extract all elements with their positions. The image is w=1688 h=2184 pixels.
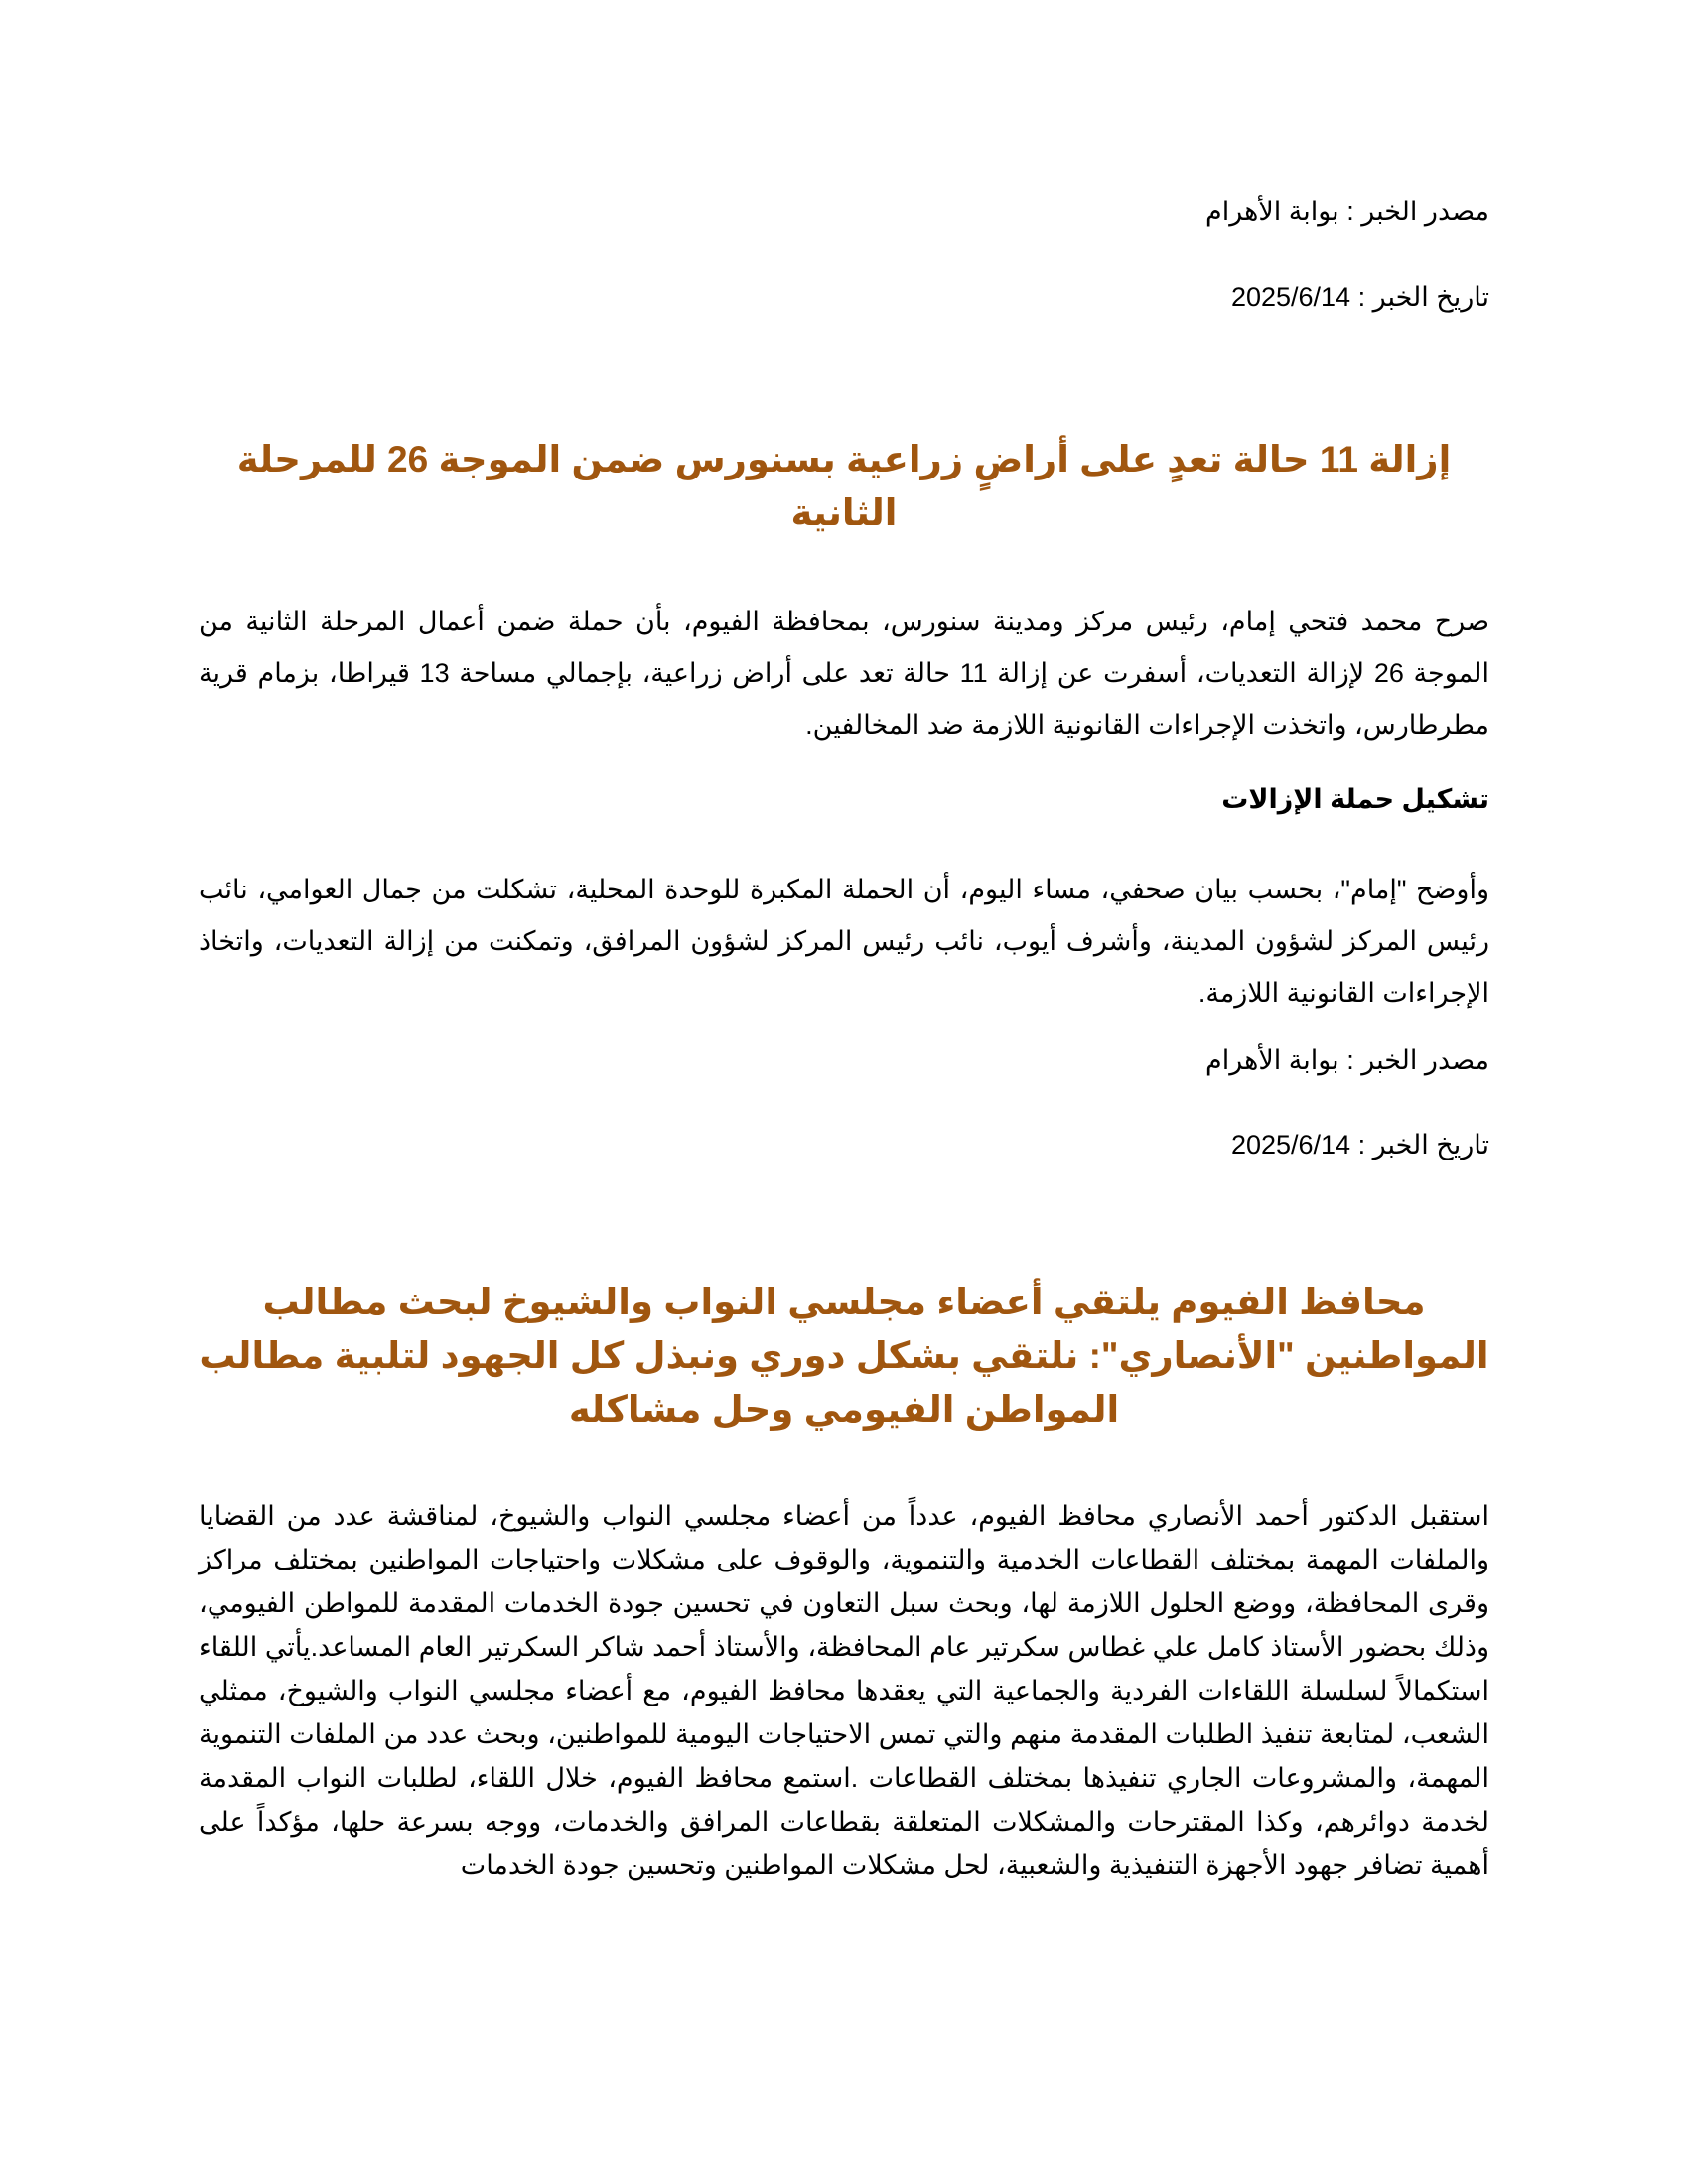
article-paragraph: وأوضح "إمام"، بحسب بيان صحفي، مساء اليوم، أن الحملة المكبرة للوحدة المحلية، تشكلت من جمال العوامي، نائب رئيس المركز لشؤون المدينة، وأشرف أيوب، نائب رئيس المركز لشؤون المرافق، وتمكنت من إزالة التعديات، واتخاذ الإجراءات القانونية اللازمة. <box>199 875 1489 1008</box>
article-headline: إزالة 11 حالة تعدٍ على أراضٍ زراعية بسنورس ضمن الموجة 26 للمرحلة الثانية <box>236 439 1452 533</box>
section-subheading: تشكيل حملة الإزالات <box>1221 784 1489 814</box>
news-date: تاريخ الخبر : 2025/6/14 <box>1230 282 1489 312</box>
news-source: مصدر الخبر : بوابة الأهرام <box>1204 197 1489 226</box>
article-paragraph: صرح محمد فتحي إمام، رئيس مركز ومدينة سنورس، بمحافظة الفيوم، بأن حملة ضمن أعمال المرحلة الثانية من الموجة 26 لإزالة التعديات، أسفرت عن إزالة 11 حالة تعد على أراض زراعية، بإجمالي مساحة 13 قيراطا، بزمام قرية مطرطارس، واتخذت الإجراءات القانونية اللازمة ضد المخالفين. <box>199 607 1490 740</box>
article-headline: محافظ الفيوم يلتقي أعضاء مجلسي النواب والشيوخ لبحث مطالب المواطنين "الأنصاري": نلتقي بشكل دوري ونبذل كل الجهود لتلبية مطالب المواطن الفيومي وحل مشاكله <box>199 1282 1489 1430</box>
news-date: تاريخ الخبر : 2025/6/14 <box>1230 1130 1489 1160</box>
article-paragraph: استقبل الدكتور أحمد الأنصاري محافظ الفيوم، عدداً من أعضاء مجلسي النواب والشيوخ، لمناقشة عدد من القضايا والملفات المهمة بمختلف القطاعات الخدمية والتنموية، والوقوف على مشكلات واحتياجات المواطنين بمختلف مراكز وقرى المحافظة، ووضع الحلول اللازمة لها، وبحث سبل التعاون في تحسين جودة الخدمات المقدمة للمواطن الفيومي، وذلك بحضور الأستاذ كامل علي غطاس سكرتير عام المحافظة، والأستاذ أحمد شاكر السكرتير العام المساعد.يأتي اللقاء استكمالاً لسلسلة اللقاءات الفردية والجماعية التي يعقدها محافظ الفيوم، مع أعضاء مجلسي النواب والشيوخ، ممثلي الشعب، لمتابعة تنفيذ الطلبات المقدمة منهم والتي تمس الاحتياجات اليومية للمواطنين، وبحث عدد من الملفات التنموية المهمة، والمشروعات الجاري تنفيذها بمختلف القطاعات .استمع محافظ الفيوم، خلال اللقاء، لطلبات النواب المقدمة لخدمة دوائرهم، وكذا المقترحات والمشكلات المتعلقة بقطاعات المرافق والخدمات، ووجه بسرعة حلها، مؤكداً على أهمية تضافر جهود الأجهزة التنفيذية والشعبية، لحل مشكلات المواطنين وتحسين جودة الخدمات <box>199 1501 1489 1880</box>
news-source: مصدر الخبر : بوابة الأهرام <box>1204 1045 1489 1075</box>
